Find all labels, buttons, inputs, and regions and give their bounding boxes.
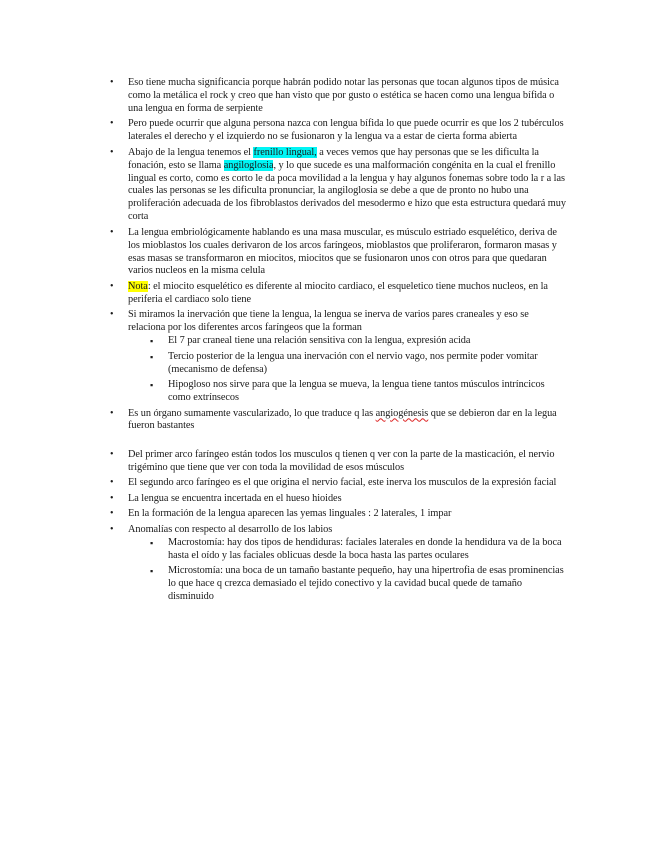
subitem-text: Microstomía: una boca de un tamaño bastante pequeño, hay una hipertrofia de esas prominencias lo que hace q crezca demasiado el tejido conectivo y la cavidad bucal quede de tamaño disminuido — [168, 565, 564, 602]
list-item-inervacion — [128, 309, 568, 405]
bullet-list-bottom — [128, 449, 568, 604]
list-item — [128, 77, 568, 116]
item-text: Pero puede ocurrir que alguna persona nazca con lengua bífida lo que puede ocurrir es que los 2 tubérculos laterales el derecho y el izquierdo no se fusionaron y la lengua va a estar de cierta forma abierta — [128, 118, 564, 143]
item-text-part: a veces vemos que hay personas que se les dificulta la fonación, esto se llama — [128, 146, 539, 171]
list-item — [128, 449, 568, 475]
item-text-part: que se debieron dar en la legua fueron bastantes — [128, 407, 557, 432]
item-text-part: Abajo de la lengua tenemos el — [128, 146, 254, 158]
blank-line — [128, 436, 568, 449]
item-text: : el miocito esquelético es diferente al miocito cardiaco, el esqueletico tiene muchos nucleos, en la periferia el cardiaco solo tiene — [128, 280, 548, 305]
sub-list — [128, 335, 568, 405]
subitem-text: Macrostomía: hay dos tipos de hendiduras: faciales laterales en donde la hendidura va de la boca hasta el oído y las faciales oblicuas desde la boca hasta las partes oculares — [168, 536, 562, 561]
subitem-text: El 7 par craneal tiene una relación sensitiva con la lengua, expresión acida — [168, 335, 471, 347]
sub-list — [128, 537, 568, 604]
item-text: Si miramos la inervación que tiene la lengua, la lengua se inerva de varios pares craneales y eso se relaciona por los diferentes arcos faríngeos que la forman — [128, 309, 529, 334]
item-text: La lengua embriológicamente hablando es una masa muscular, es músculo estriado esquelético, deriva de los mioblastos los cuales derivaron de los arcos faríngeos, mioblastos que proliferaron, formaron masas y esas masas se transformaron en miocitos, miocitos que se fusionaron unos con otros para que quedaran varios nucleos en la misma celula — [128, 226, 557, 277]
list-item-anomalias — [128, 524, 568, 604]
list-item-frenillo — [128, 147, 568, 224]
item-text: Anomalías con respecto al desarrollo de los labios — [128, 523, 333, 535]
list-item — [128, 408, 568, 434]
list-item — [128, 227, 568, 279]
subitem-text: Tercio posterior de la lengua una inervación con el nervio vago, nos permite poder vomitar (mecanismo de defensa) — [168, 350, 538, 375]
list-item — [128, 493, 568, 506]
list-item-nota — [128, 281, 568, 307]
document-body — [128, 77, 568, 606]
item-text: Eso tiene mucha significancia porque habrán podido notar las personas que tocan algunos tipos de música como la metálica el rock y creo que han visto que por gusto o estética se hacen como una lengua bífida o una lengua en forma de serpiente — [128, 77, 559, 114]
item-text: El segundo arco faríngeo es el que origina el nervio facial, este inerva los musculos de la expresión facial — [128, 477, 557, 489]
item-text: La lengua se encuentra incertada en el hueso hioides — [128, 492, 342, 504]
highlight-angiloglosia: angiloglosia — [223, 159, 274, 171]
subitem-text: Hipogloso nos sirve para que la lengua se mueva, la lengua tiene tantos músculos intríncicos como extrínsecos — [168, 379, 545, 403]
list-item — [128, 508, 568, 521]
highlight-frenillo: frenillo lingual, — [253, 146, 317, 158]
item-text-part: , y lo que sucede es una malformación congénita en la cual el frenillo lingual es corto, como es corto le da poca movilidad a la lengua y hay algunos fonemas sobre todo la r a las cuales las personas se les dificulta pronunciar, la angiloglosia se debe a que de pronto no hubo una proliferación adecuada de los fibroblastos derivados del mesodermo e hizo que esta estructura quedará muy corta — [128, 159, 566, 223]
list-item — [128, 477, 568, 490]
spellcheck-word: angiogénesis — [375, 407, 429, 419]
sub-list-item — [128, 351, 568, 377]
list-item — [128, 118, 568, 144]
sub-list-item — [128, 537, 568, 563]
sub-list-item — [128, 335, 568, 348]
sub-list-item — [128, 379, 568, 405]
nota-label: Nota — [128, 280, 148, 292]
bullet-list-top — [128, 77, 568, 433]
sub-list-item — [128, 565, 568, 604]
item-text-part: Es un órgano sumamente vascularizado, lo que traduce q las — [128, 407, 376, 419]
item-text: Del primer arco faríngeo están todos los musculos q tienen q ver con la parte de la masticación, el nervio trigémino que tiene que ver con toda la movilidad de esos músculos — [128, 448, 555, 473]
item-text: En la formación de la lengua aparecen las yemas linguales : 2 laterales, 1 impar — [128, 508, 452, 520]
